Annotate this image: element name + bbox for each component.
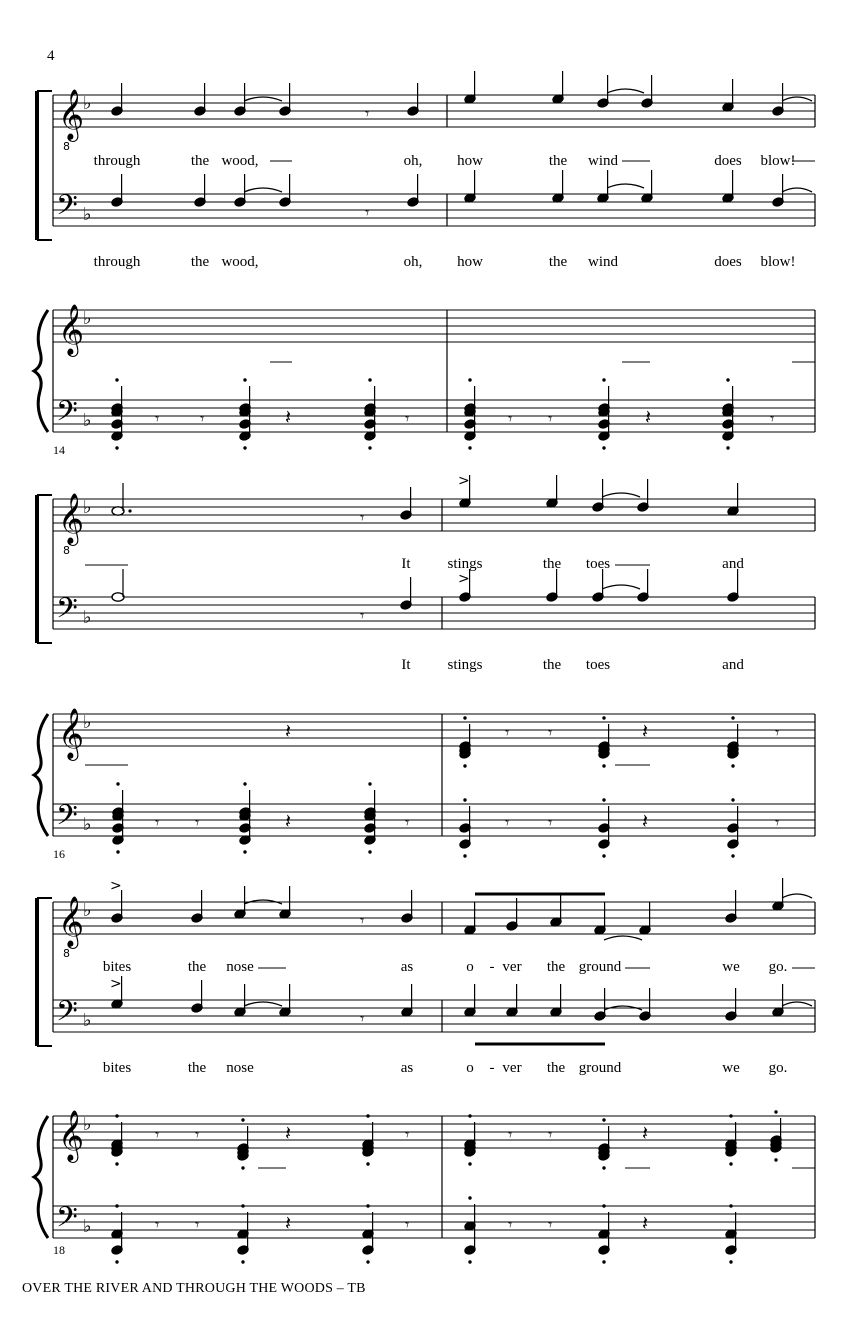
eighth-rest-icon: 𝄾 — [195, 1215, 200, 1234]
lyric: the — [542, 657, 562, 673]
quarter-rest-icon: 𝄽 — [285, 1211, 292, 1235]
eighth-rest-icon: 𝄾 — [360, 911, 365, 930]
staccato-dot — [731, 854, 734, 857]
flat-key-signature-icon: ♭ — [83, 900, 92, 921]
accent-icon: > — [458, 571, 470, 587]
eighth-rest-icon: 𝄾 — [360, 606, 365, 625]
lyric: - — [489, 959, 495, 975]
bass-clef-icon: 𝄢 — [56, 1201, 78, 1241]
quarter-rest-icon: 𝄽 — [645, 405, 652, 429]
staccato-dot — [602, 1204, 605, 1207]
accent-icon: > — [110, 976, 122, 992]
eighth-rest-icon: 𝄾 — [195, 1125, 200, 1144]
lyric: It — [401, 657, 411, 673]
bass-clef-icon: 𝄢 — [56, 189, 78, 229]
tie — [602, 493, 640, 497]
measure-number: 14 — [53, 443, 65, 457]
lyric: through — [93, 254, 141, 270]
quarter-rest-icon: 𝄽 — [285, 809, 292, 833]
half-note-head — [112, 507, 124, 515]
flat-key-signature-icon: ♭ — [83, 814, 92, 835]
staccato-dot — [368, 446, 371, 449]
treble-clef-icon: 𝄞 — [58, 304, 85, 355]
staccato-dot — [243, 850, 246, 853]
octave-8-marker: 8 — [63, 947, 70, 960]
lyric: - — [489, 1060, 495, 1076]
quarter-rest-icon: 𝄽 — [642, 809, 649, 833]
staccato-dot — [368, 782, 371, 785]
octave-8-marker: 8 — [63, 544, 70, 557]
eighth-rest-icon: 𝄾 — [155, 1125, 160, 1144]
tie — [782, 97, 812, 101]
staccato-dot — [468, 378, 471, 381]
flat-key-signature-icon: ♭ — [83, 204, 92, 225]
lyric: ground — [578, 959, 622, 975]
staccato-dot — [729, 1114, 732, 1117]
lyric: wind — [588, 254, 618, 270]
staccato-dot — [731, 764, 734, 767]
flat-key-signature-icon: ♭ — [83, 1114, 92, 1135]
lyric: the — [542, 556, 562, 572]
staccato-dot — [729, 1260, 732, 1263]
flat-key-signature-icon: ♭ — [83, 410, 92, 431]
treble-clef-icon: 𝄞 — [58, 1110, 85, 1161]
treble-clef-icon: 𝄞 — [58, 708, 85, 759]
eighth-rest-icon: 𝄾 — [775, 723, 780, 742]
bass-clef-icon: 𝄢 — [56, 592, 78, 632]
eighth-rest-icon: 𝄾 — [155, 409, 160, 428]
bass-clef-icon: 𝄢 — [56, 395, 78, 435]
staccato-dot — [602, 1118, 605, 1121]
lyric: toes — [585, 657, 611, 673]
staccato-dot — [366, 1162, 369, 1165]
tie — [782, 1002, 812, 1006]
staccato-dot — [726, 446, 729, 449]
staccato-dot — [115, 378, 118, 381]
flat-key-signature-icon: ♭ — [83, 308, 92, 329]
staccato-dot — [602, 446, 605, 449]
eighth-rest-icon: 𝄾 — [200, 409, 205, 428]
lyric: the — [187, 959, 207, 975]
eighth-rest-icon: 𝄾 — [405, 409, 410, 428]
piano-brace — [34, 310, 48, 432]
lyric: we — [722, 959, 740, 975]
lyric: the — [190, 153, 210, 169]
lyric: wood, — [221, 254, 259, 270]
staccato-dot — [366, 1114, 369, 1117]
page-number: 4 — [47, 48, 55, 64]
lyric: blow! — [760, 153, 796, 169]
tie — [607, 184, 644, 188]
lyric: toes — [585, 556, 611, 572]
lyric: the — [546, 1060, 566, 1076]
tie — [607, 89, 644, 93]
lyric: and — [722, 657, 744, 673]
flat-key-signature-icon: ♭ — [83, 93, 92, 114]
staccato-dot — [243, 446, 246, 449]
lyric: go. — [768, 1060, 788, 1076]
lyric: stings — [447, 657, 483, 673]
treble-clef-icon: 𝄞 — [58, 493, 85, 544]
eighth-rest-icon: 𝄾 — [508, 1125, 513, 1144]
staccato-dot — [774, 1158, 777, 1161]
footer-title: OVER THE RIVER AND THROUGH THE WOODS – TB — [22, 1281, 366, 1296]
staccato-dot — [115, 1114, 118, 1117]
eighth-rest-icon: 𝄾 — [155, 1215, 160, 1234]
staccato-dot — [602, 798, 605, 801]
lyric: and — [722, 556, 744, 572]
staccato-dot — [243, 378, 246, 381]
staccato-dot — [602, 1260, 605, 1263]
quarter-rest-icon: 𝄽 — [285, 1121, 292, 1145]
eighth-rest-icon: 𝄾 — [195, 813, 200, 832]
piano-brace — [34, 714, 48, 836]
staccato-dot — [726, 378, 729, 381]
lyric: bites — [102, 959, 132, 975]
treble-clef-icon: 𝄞 — [58, 896, 85, 947]
staccato-dot — [602, 854, 605, 857]
staccato-dot — [243, 782, 246, 785]
lyric: o — [466, 959, 474, 975]
flat-key-signature-icon: ♭ — [83, 1216, 92, 1237]
eighth-rest-icon: 𝄾 — [770, 409, 775, 428]
staccato-dot — [468, 446, 471, 449]
eighth-rest-icon: 𝄾 — [548, 409, 553, 428]
lyric: It — [401, 556, 411, 572]
tie — [782, 188, 812, 192]
lyric: as — [400, 1060, 414, 1076]
tie — [244, 97, 282, 101]
quarter-rest-icon: 𝄽 — [642, 1121, 649, 1145]
eighth-rest-icon: 𝄾 — [508, 1215, 513, 1234]
lyric: ver — [502, 1060, 522, 1076]
staccato-dot — [116, 850, 119, 853]
accent-icon: > — [110, 878, 122, 894]
lyric: the — [548, 254, 568, 270]
flat-key-signature-icon: ♭ — [83, 1010, 92, 1031]
half-note-head — [112, 593, 124, 601]
lyric: as — [400, 959, 414, 975]
lyric: how — [457, 153, 483, 169]
flat-key-signature-icon: ♭ — [83, 712, 92, 733]
quarter-rest-icon: 𝄽 — [285, 405, 292, 429]
eighth-rest-icon: 𝄾 — [365, 203, 370, 222]
staccato-dot — [241, 1260, 244, 1263]
eighth-rest-icon: 𝄾 — [405, 813, 410, 832]
lyric: wind — [588, 153, 618, 169]
lyric: oh, — [403, 254, 423, 270]
staccato-dot — [602, 1166, 605, 1169]
measure-number: 18 — [53, 1243, 65, 1257]
staccato-dot — [468, 1196, 471, 1199]
staccato-dot — [468, 1114, 471, 1117]
staccato-dot — [463, 716, 466, 719]
lyric: wood, — [221, 153, 259, 169]
staccato-dot — [368, 850, 371, 853]
lyric: blow! — [760, 254, 796, 270]
tie — [604, 936, 642, 940]
eighth-rest-icon: 𝄾 — [548, 1125, 553, 1144]
staccato-dot — [602, 716, 605, 719]
staccato-dot — [241, 1118, 244, 1121]
treble-clef-icon: 𝄞 — [58, 89, 85, 140]
bass-clef-icon: 𝄢 — [56, 799, 78, 839]
staccato-dot — [366, 1260, 369, 1263]
flat-key-signature-icon: ♭ — [83, 497, 92, 518]
lyric: we — [722, 1060, 740, 1076]
lyric: o — [466, 1060, 474, 1076]
lyric: nose — [226, 959, 254, 975]
lyric: oh, — [403, 153, 423, 169]
staccato-dot — [468, 1260, 471, 1263]
eighth-rest-icon: 𝄾 — [505, 723, 510, 742]
eighth-rest-icon: 𝄾 — [508, 409, 513, 428]
dot — [128, 509, 131, 512]
lyric: the — [546, 959, 566, 975]
eighth-rest-icon: 𝄾 — [505, 813, 510, 832]
quarter-rest-icon: 𝄽 — [642, 719, 649, 743]
lyric: the — [190, 254, 210, 270]
lyric: does — [714, 153, 742, 169]
lyric: bites — [102, 1060, 132, 1076]
lyric: the — [548, 153, 568, 169]
piano-brace — [34, 1116, 48, 1238]
tie — [244, 1002, 282, 1006]
staccato-dot — [115, 1204, 118, 1207]
eighth-rest-icon: 𝄾 — [548, 813, 553, 832]
eighth-rest-icon: 𝄾 — [365, 104, 370, 123]
staccato-dot — [468, 1162, 471, 1165]
staccato-dot — [774, 1110, 777, 1113]
lyric: ver — [502, 959, 522, 975]
staccato-dot — [115, 446, 118, 449]
lyric: the — [187, 1060, 207, 1076]
staccato-dot — [731, 798, 734, 801]
staccato-dot — [241, 1204, 244, 1207]
lyric: ground — [578, 1060, 622, 1076]
lyric: nose — [226, 1060, 254, 1076]
bass-clef-icon: 𝄢 — [56, 995, 78, 1035]
lyric: how — [457, 254, 483, 270]
staccato-dot — [729, 1204, 732, 1207]
eighth-rest-icon: 𝄾 — [405, 1125, 410, 1144]
eighth-rest-icon: 𝄾 — [548, 1215, 553, 1234]
eighth-rest-icon: 𝄾 — [775, 813, 780, 832]
eighth-rest-icon: 𝄾 — [360, 508, 365, 527]
lyric: go. — [768, 959, 788, 975]
eighth-rest-icon: 𝄾 — [548, 723, 553, 742]
staccato-dot — [115, 1260, 118, 1263]
staccato-dot — [366, 1204, 369, 1207]
staccato-dot — [463, 798, 466, 801]
measure-number: 16 — [53, 847, 65, 861]
eighth-rest-icon: 𝄾 — [155, 813, 160, 832]
staccato-dot — [116, 782, 119, 785]
quarter-rest-icon: 𝄽 — [642, 1211, 649, 1235]
staccato-dot — [241, 1166, 244, 1169]
eighth-rest-icon: 𝄾 — [360, 1009, 365, 1028]
staccato-dot — [731, 716, 734, 719]
lyric: through — [93, 153, 141, 169]
quarter-rest-icon: 𝄽 — [285, 719, 292, 743]
staccato-dot — [115, 1162, 118, 1165]
tie — [602, 585, 640, 589]
staccato-dot — [602, 378, 605, 381]
tie — [782, 894, 812, 898]
tie — [244, 188, 282, 192]
staccato-dot — [368, 378, 371, 381]
staccato-dot — [729, 1162, 732, 1165]
eighth-rest-icon: 𝄾 — [405, 1215, 410, 1234]
flat-key-signature-icon: ♭ — [83, 607, 92, 628]
lyric: stings — [447, 556, 483, 572]
accent-icon: > — [458, 473, 470, 489]
staccato-dot — [463, 854, 466, 857]
lyric: does — [714, 254, 742, 270]
staccato-dot — [463, 764, 466, 767]
octave-8-marker: 8 — [63, 140, 70, 153]
staccato-dot — [602, 764, 605, 767]
